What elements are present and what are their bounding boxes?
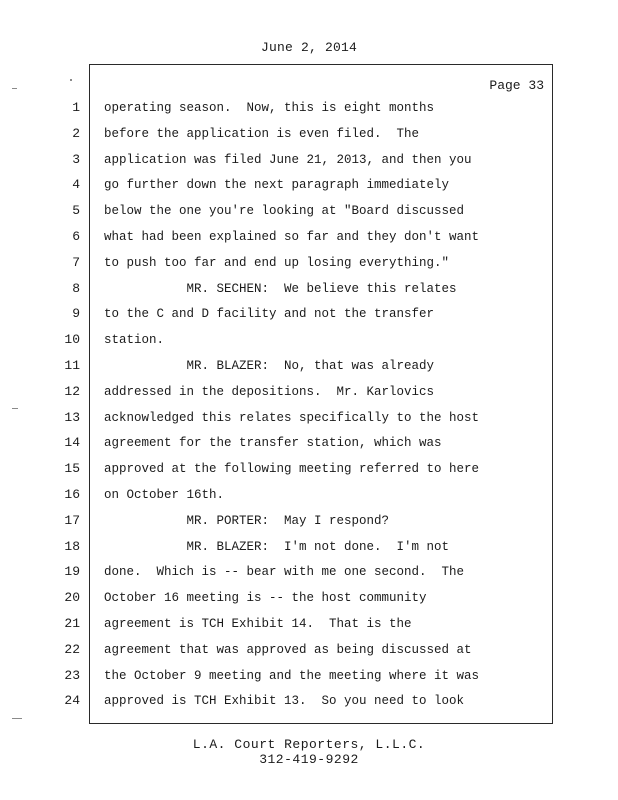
transcript-line: done. Which is -- bear with me one second. The <box>104 565 465 580</box>
line-number: 24 <box>64 693 80 709</box>
transcript-line: approved at the following meeting referred to here <box>104 462 480 477</box>
scan-artifact <box>12 88 17 89</box>
transcript-line: agreement is TCH Exhibit 14. That is the <box>104 616 412 631</box>
line-number: 11 <box>64 357 80 373</box>
transcript-line: MR. SECHEN: We believe this relates <box>104 281 457 296</box>
line-number: 21 <box>64 615 80 631</box>
transcript-line: go further down the next paragraph immediately <box>104 178 450 193</box>
scan-artifact <box>70 79 72 81</box>
transcript-line: what had been explained so far and they don't want <box>104 229 480 244</box>
transcript-line: station. <box>104 333 165 348</box>
transcript-line: agreement that was approved as being discussed at <box>104 642 472 657</box>
transcript-line: to the C and D facility and not the transfer <box>104 307 435 322</box>
scan-artifact <box>12 408 18 409</box>
line-number: 7 <box>72 254 80 270</box>
line-number: 12 <box>64 383 80 399</box>
transcript-line: MR. BLAZER: No, that was already <box>104 358 435 373</box>
line-number: 19 <box>64 564 80 580</box>
line-number: 15 <box>64 461 80 477</box>
page-number: Page 33 <box>489 78 544 93</box>
transcript-line: to push too far and end up losing everything." <box>104 255 450 270</box>
line-number: 8 <box>72 280 80 296</box>
court-reporter-name: L.A. Court Reporters, L.L.C. <box>192 737 426 752</box>
transcript-line: the October 9 meeting and the meeting where it was <box>104 668 480 683</box>
line-number: 10 <box>64 332 80 348</box>
transcript-date: June 2, 2014 <box>260 40 357 55</box>
transcript-line: before the application is even filed. The <box>104 126 420 141</box>
transcript-line: application was filed June 21, 2013, and then you <box>104 152 472 167</box>
transcript-line: agreement for the transfer station, which was <box>104 436 442 451</box>
line-number: 9 <box>72 306 80 322</box>
transcript-body <box>104 99 548 718</box>
transcript-line: MR. BLAZER: I'm not done. I'm not <box>104 539 450 554</box>
transcript-line: addressed in the depositions. Mr. Karlovics <box>104 384 435 399</box>
transcript-line: approved is TCH Exhibit 13. So you need to look <box>104 694 465 709</box>
scan-artifact <box>12 718 22 719</box>
line-number: 16 <box>64 486 80 502</box>
line-number: 23 <box>64 667 80 683</box>
transcript-line: operating season. Now, this is eight months <box>104 101 435 115</box>
line-number: 22 <box>64 641 80 657</box>
line-number: 13 <box>64 409 80 425</box>
transcript-line: on October 16th. <box>104 487 225 502</box>
line-number: 2 <box>72 125 80 141</box>
line-number: 14 <box>64 435 80 451</box>
line-number-column <box>50 99 80 718</box>
line-number: 18 <box>64 538 80 554</box>
transcript-line: below the one you're looking at "Board discussed <box>104 204 465 219</box>
line-number: 3 <box>72 151 80 167</box>
transcript-line: acknowledged this relates specifically to the host <box>104 410 480 425</box>
line-number: 20 <box>64 590 80 606</box>
line-number: 17 <box>64 512 80 528</box>
transcript-line: MR. PORTER: May I respond? <box>104 513 390 528</box>
transcript-line: October 16 meeting is -- the host community <box>104 591 427 606</box>
line-number: 5 <box>72 203 80 219</box>
court-reporter-phone: 312-419-9292 <box>259 752 359 767</box>
line-number: 4 <box>72 177 80 193</box>
line-number: 6 <box>72 228 80 244</box>
line-number: 1 <box>72 100 80 115</box>
